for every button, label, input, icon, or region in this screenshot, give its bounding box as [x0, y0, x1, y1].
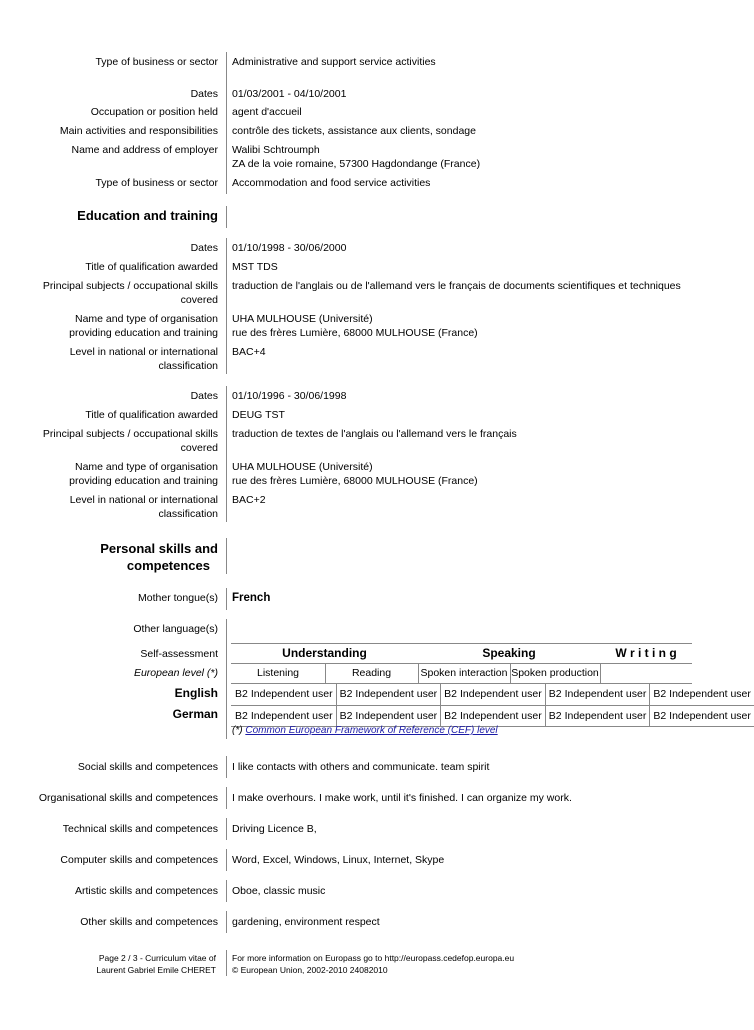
level-value: BAC+4 [232, 346, 266, 358]
level-code: B2 [548, 709, 562, 722]
level-desc: Independent user [460, 684, 545, 705]
divider [226, 206, 227, 228]
activities-value: contrôle des tickets, assistance aux clients, sondage [232, 125, 476, 137]
level-desc: Independent user [565, 705, 650, 726]
social-skills-value: I like contacts with others and communicate. team spirit [232, 761, 490, 773]
divider [226, 950, 227, 976]
qualification-label: Title of qualification awarded [85, 409, 218, 421]
level-code: B2 [653, 709, 667, 722]
dates-value: 01/10/1998 - 30/06/2000 [232, 242, 347, 254]
education-heading: Education and training [77, 208, 218, 223]
cef-note [232, 724, 498, 739]
subjects-value: traduction de l'anglais ou de l'allemand vers le français de documents scientifiques et techniques [232, 280, 681, 292]
level-code: B2 [444, 709, 457, 722]
dates-label: Dates [190, 242, 218, 254]
computer-skills-value: Word, Excel, Windows, Linux, Internet, Skype [232, 854, 445, 866]
level-desc: Independent user [460, 705, 545, 726]
organisation-name: UHA MULHOUSE (Université) [232, 461, 373, 473]
divider [226, 386, 227, 522]
qualification-label: Title of qualification awarded [85, 261, 218, 273]
organisation-label-cont: providing education and training [69, 327, 218, 339]
qualification-value: DEUG TST [232, 409, 285, 421]
organisation-label: Name and type of organisation [74, 461, 218, 473]
artistic-skills-label: Artistic skills and competences [75, 885, 218, 897]
technical-skills-label: Technical skills and competences [62, 823, 218, 835]
divider [418, 664, 419, 683]
technical-skills-value: Driving Licence B, [232, 823, 317, 835]
language-grid-header [231, 643, 692, 663]
dates-label: Dates [190, 88, 218, 100]
organisational-skills-value: I make overhours. I make work, until it's finished. I can organize my work. [232, 792, 572, 804]
dates-value: 01/10/1996 - 30/06/1998 [232, 390, 347, 402]
level-code: B2 [235, 688, 248, 701]
footer-name: Laurent Gabriel Emile CHERET [96, 965, 216, 975]
divider [226, 787, 227, 809]
language-table [231, 684, 754, 727]
organisation-address: rue des frères Lumière, 68000 MULHOUSE (France) [232, 327, 478, 339]
subjects-label: Principal subjects / occupational skills [42, 428, 218, 440]
cef-link[interactable]: Common European Framework of Reference (CEF) level [245, 725, 498, 736]
table-row [231, 705, 754, 726]
divider [226, 880, 227, 902]
social-skills-label: Social skills and competences [77, 761, 218, 773]
qualification-value: MST TDS [232, 261, 278, 273]
subjects-label-cont: covered [180, 294, 218, 306]
level-code: B2 [235, 709, 248, 722]
level-code: B2 [548, 688, 562, 701]
divider [226, 849, 227, 871]
level-desc: Independent user [669, 709, 751, 722]
divider [600, 664, 601, 683]
listening-header: Listening [256, 667, 300, 679]
level-code: B2 [339, 709, 353, 722]
type-value: Administrative and support service activities [232, 56, 436, 68]
language-grid-subheader [231, 663, 692, 684]
dates-label: Dates [190, 390, 218, 402]
type-value: Accommodation and food service activities [232, 177, 431, 189]
subjects-label: Principal subjects / occupational skills [42, 280, 218, 292]
understanding-header: Understanding [282, 646, 367, 660]
speaking-header: Speaking [482, 646, 536, 660]
cef-prefix: (*) [232, 725, 243, 736]
type-label: Type of business or sector [95, 177, 218, 189]
writing-header: W r i t i n g [615, 646, 677, 660]
employer-label: Name and address of employer [71, 144, 218, 156]
divider [325, 664, 326, 683]
reading-header: Reading [351, 667, 392, 679]
organisation-label-cont: providing education and training [69, 475, 218, 487]
mother-tongue-label: Mother tongue(s) [138, 592, 218, 604]
activities-label: Main activities and responsibilities [59, 125, 218, 137]
employer-address: ZA de la voie romaine, 57300 Hagdondange (France) [232, 158, 481, 170]
level-desc: Independent user [355, 705, 440, 726]
self-assessment-label: Self-assessment [140, 648, 218, 660]
divider [226, 756, 227, 778]
subjects-label-cont: covered [180, 442, 218, 454]
subjects-value: traduction de textes de l'anglais ou l'allemand vers le français [232, 428, 517, 440]
divider [226, 911, 227, 933]
spoken-interaction-header: Spoken interaction [420, 667, 508, 679]
type-label: Type of business or sector [95, 56, 218, 68]
other-skills-value: gardening, environment respect [232, 916, 380, 928]
divider [226, 538, 227, 574]
level-code: B2 [339, 688, 353, 701]
personal-skills-heading-cont: competences [126, 558, 210, 573]
occupation-label: Occupation or position held [90, 106, 218, 118]
footer-right [232, 952, 514, 976]
level-label: Level in national or international [69, 494, 218, 506]
european-level-label: European level (*) [133, 667, 218, 679]
divider [226, 52, 227, 194]
level-desc: Independent user [251, 684, 336, 705]
level-label-cont: classification [158, 360, 218, 372]
divider [226, 238, 227, 374]
other-skills-label: Other skills and competences [80, 916, 218, 928]
spoken-production-header: Spoken production [511, 667, 599, 679]
dates-value: 01/03/2001 - 04/10/2001 [232, 88, 347, 100]
level-desc: Independent user [565, 684, 650, 705]
computer-skills-label: Computer skills and competences [60, 854, 218, 866]
organisational-skills-label: Organisational skills and competences [38, 792, 218, 804]
mother-tongue-value: French [232, 592, 271, 604]
level-desc: Independent user [355, 684, 440, 705]
divider [226, 619, 227, 739]
footer-copyright: © European Union, 2002-2010 24082010 [232, 965, 388, 975]
employer-name: Walibi Schtroumph [232, 144, 320, 156]
occupation-value: agent d'accueil [232, 106, 302, 118]
divider [510, 664, 511, 683]
divider [226, 588, 227, 610]
level-label-cont: classification [158, 508, 218, 520]
divider [226, 818, 227, 840]
footer-page-info: Page 2 / 3 - Curriculum vitae of [98, 953, 216, 963]
language-name: English [174, 686, 218, 700]
organisation-address: rue des frères Lumière, 68000 MULHOUSE (France) [232, 475, 478, 487]
table-row [231, 684, 754, 705]
level-desc: Independent user [669, 688, 751, 701]
footer-left [96, 952, 216, 976]
level-code: B2 [653, 688, 667, 701]
level-value: BAC+2 [232, 494, 266, 506]
footer-europass-info: For more information on Europass go to http://europass.cedefop.europa.eu [232, 953, 515, 963]
organisation-name: UHA MULHOUSE (Université) [232, 313, 373, 325]
personal-skills-heading: Personal skills and [100, 541, 218, 556]
language-name: German [172, 707, 218, 721]
artistic-skills-value: Oboe, classic music [232, 885, 326, 897]
other-languages-label: Other language(s) [133, 623, 218, 635]
level-code: B2 [444, 688, 457, 701]
level-desc: Independent user [251, 705, 336, 726]
level-label: Level in national or international [69, 346, 218, 358]
organisation-label: Name and type of organisation [74, 313, 218, 325]
